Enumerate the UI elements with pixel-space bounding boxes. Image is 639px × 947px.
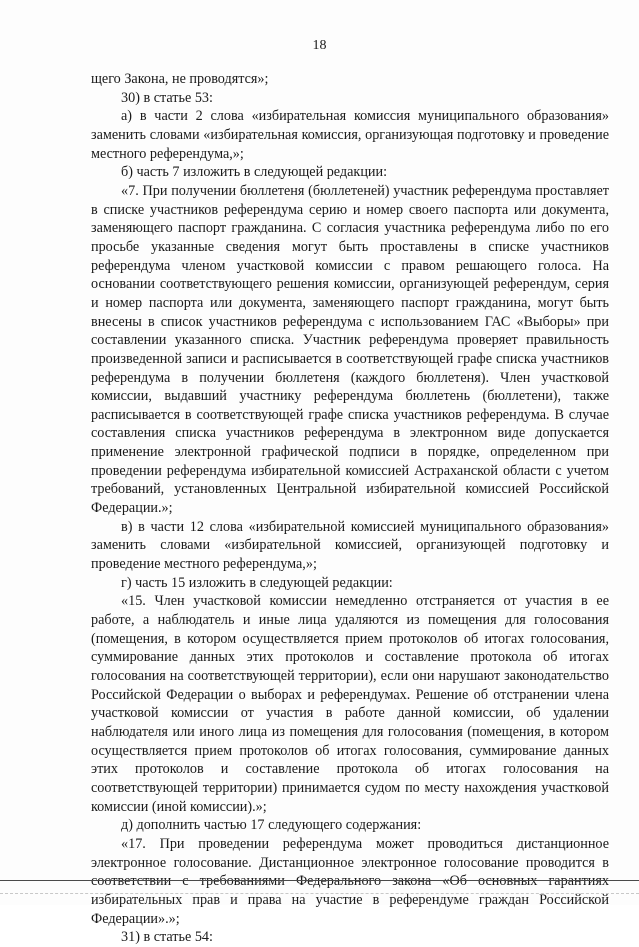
paragraph-item-g: г) часть 15 изложить в следующей редакции: [121, 574, 393, 591]
paragraph-part-7-text: «7. При получении бюллетеня (бюллетеней) участник референдума проставляет в списке участников референдума серию и номер своего паспорта или документа, заменяющего паспорт гражданина. С согласия участника референдума либо по его просьбе указанные сведения могут быть проставлены в списке участников референдума членом участковой комиссии с правом решающего голоса. На основании соответствующего решения комиссии, организующей референдум, серия и номер паспорта или документа, заменяющего паспорт гражданина, могут быть внесены в список участников референдума с использованием ГАС «Выборы» при составлении указанного списка. Участник референдума проверяет правильность произведенной записи и расписывается в соответствующей графе списка участников референдума в получении бюллетеня (каждого бюллетеня). Член участковой комиссии, выдавший участнику референдума бюллетень (бюллетени), также расписывается в соответствующей графе списка участников референдума. В случае составления списка участников референдума в электронном виде допускается применение электронной графической подписи в порядке, определенном при проведении референдума избирательной комиссией Астраханской области с учетом требований, установленных Центральной избирательной комиссией Российской Федерации.»; [91, 182, 609, 517]
paragraph-item-a: а) в части 2 слова «избирательная комиссия муниципального образования» заменить словами «избирательная комиссия, организующая подготовку и проведение местного референдума,»; [91, 108, 609, 162]
paragraph-item-v: в) в части 12 слова «избирательной комиссией муниципального образования» заменить словами «избирательной комиссией, организующей подготовку и проведение местного референдума,»; [91, 518, 609, 573]
paragraph-item-d: д) дополнить частью 17 следующего содержания: [121, 817, 422, 834]
paragraph-continuation: щего Закона, не проводятся»; [91, 71, 269, 87]
paragraph-part-15-text: «15. Член участковой комиссии немедленно отстраняется от участия в ее работе, а наблюдатель и иные лица удаляются из помещения для голосования (помещения, в котором осуществляется прием протоколов об итогах голосования, суммирование данных этих протоколов и составление протокола об итогах голосования на соответствующей территории), если они нарушают законодательство Российской Федерации о выборах и референдумах. Решение об отстранении члена участковой комиссии от участия в работе данной комиссии, об удалении наблюдателя или иного лица из помещения для голосования (помещения, в котором осуществляется прием протоколов об итогах голосования, суммирование данных этих протоколов и составление протокола об итогах голосования на соответствующей территории) принимается судом по месту нахождения участковой комиссии (иной комиссии).»; [91, 593, 609, 815]
paragraph-article-54-heading: 31) в статье 54: [121, 929, 213, 946]
paragraph-item-b: б) часть 7 изложить в следующей редакции: [121, 164, 388, 181]
page-number: 18 [312, 38, 327, 53]
document-body [91, 70, 609, 947]
scan-artifact-line [0, 893, 639, 894]
page-bottom-edge [0, 880, 639, 881]
paragraph-part-17-text: «17. При проведении референдума может проводиться дистанционное электронное голосование. Дистанционное электронное голосование проводится в соответствии с требованиями Федерального закона «Об основных гарантиях избирательных прав и права на участие в референдуме граждан Российской Федерации».»; [91, 835, 609, 927]
paragraph-article-53-heading: 30) в статье 53: [121, 89, 213, 106]
